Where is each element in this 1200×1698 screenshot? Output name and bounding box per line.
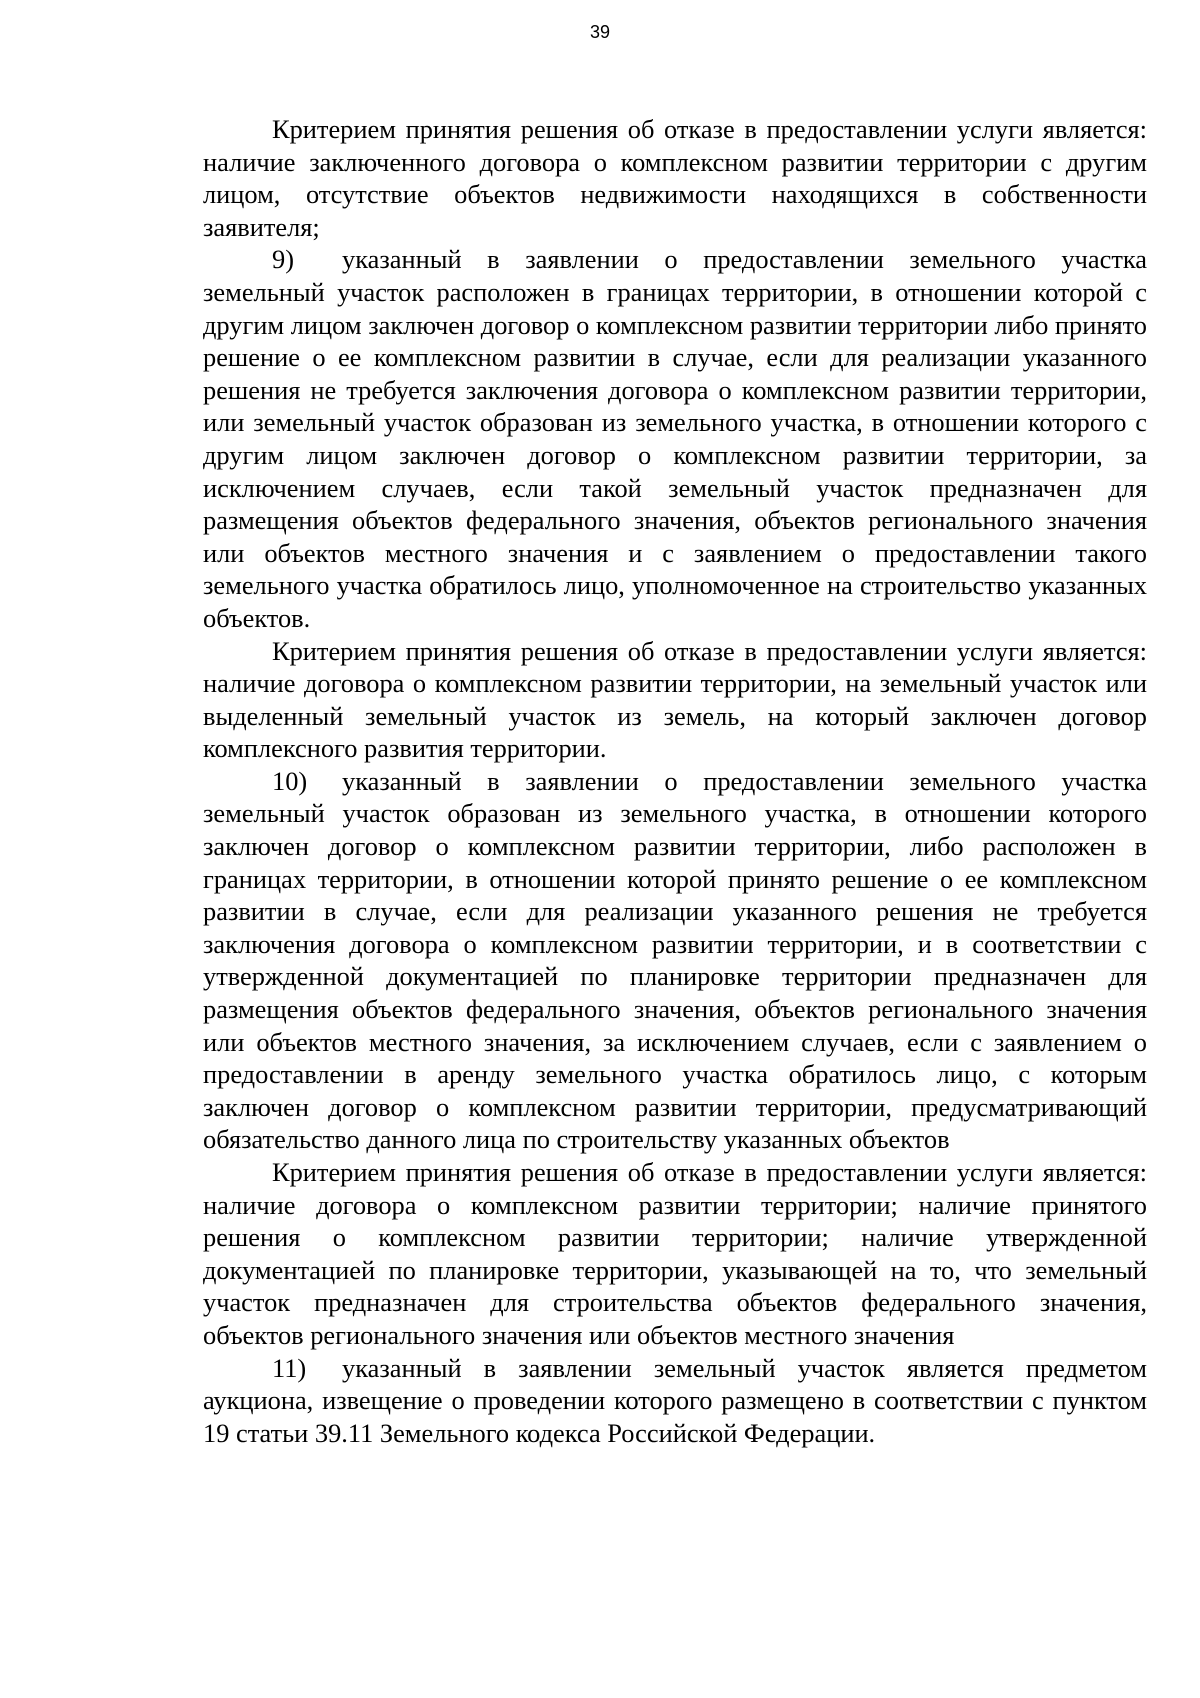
- paragraph-item-9: [203, 243, 1147, 634]
- paragraph-criterion-2: [203, 635, 1147, 765]
- item-number: 11): [272, 1352, 307, 1383]
- item-number: 9): [272, 244, 294, 275]
- item-number: 10): [272, 765, 308, 796]
- paragraph-text: указанный в заявлении о предоставлении земельного участка земельный участок образован из земельного участка, в отношении которого заключен договор о комплексном развитии территории, либо расположен в границах территории, в отношении которой принято решение о ее комплексном развитии в случае, если для реализации указанного решения не требуется заключения договора о комплексном развитии территории, и в соответствии с утвержденной документацией по планировке территории предназначен для размещения объектов федерального значения, объектов регионального значения или объектов местного значения, за исключением случаев, если с заявлением о предоставлении в аренду земельного участка обратилось лицо, с которым заключен договор о комплексном развитии территории, предусматривающий обязательство данного лица по строительству указанных объектов: [203, 765, 1147, 1155]
- paragraph-item-11: [203, 1352, 1147, 1450]
- paragraph-criterion-3: [203, 1156, 1147, 1352]
- document-body: [203, 113, 1147, 1449]
- page-number: 39: [589, 22, 611, 42]
- paragraph-text: указанный в заявлении земельный участок является предметом аукциона, извещение о проведении которого размещено в соответствии с пунктом 19 статьи 39.11 Земельного кодекса Российской Федерации.: [203, 1352, 1147, 1448]
- paragraph-text: Критерием принятия решения об отказе в предоставлении услуги является: наличие договора о комплексном развитии территории; наличие принятого решения о комплексном развитии территории; наличие утвержденной документацией по планировке территории, указывающей на то, что земельный участок предназначен для строительства объектов федерального значения, объектов регионального значения или объектов местного значения: [203, 1157, 1147, 1350]
- paragraph-criterion-1: [203, 113, 1147, 243]
- paragraph-text: указанный в заявлении о предоставлении земельного участка земельный участок расположен в границах территории, в отношении которой с другим лицом заключен договор о комплексном развитии территории либо принято решение о ее комплексном развитии в случае, если для реализации указанного решения не требуется заключения договора о комплексном развитии территории, или земельный участок образован из земельного участка, в отношении которого с другим лицом заключен договор о комплексном развитии территории, за исключением случаев, если такой земельный участок предназначен для размещения объектов федерального значения, объектов регионального значения или объектов местного значения и с заявлением о предоставлении такого земельного участка обратилось лицо, уполномоченное на строительство указанных объектов.: [203, 244, 1147, 633]
- paragraph-item-10: [203, 765, 1147, 1156]
- paragraph-text: Критерием принятия решения об отказе в предоставлении услуги является: наличие заключенного договора о комплексном развитии территории с другим лицом, отсутствие объектов недвижимости находящихся в собственности заявителя;: [203, 114, 1147, 242]
- paragraph-text: Критерием принятия решения об отказе в предоставлении услуги является: наличие договора о комплексном развитии территории, на земельный участок или выделенный земельный участок из земель, на который заключен договор комплексного развития территории.: [203, 635, 1147, 764]
